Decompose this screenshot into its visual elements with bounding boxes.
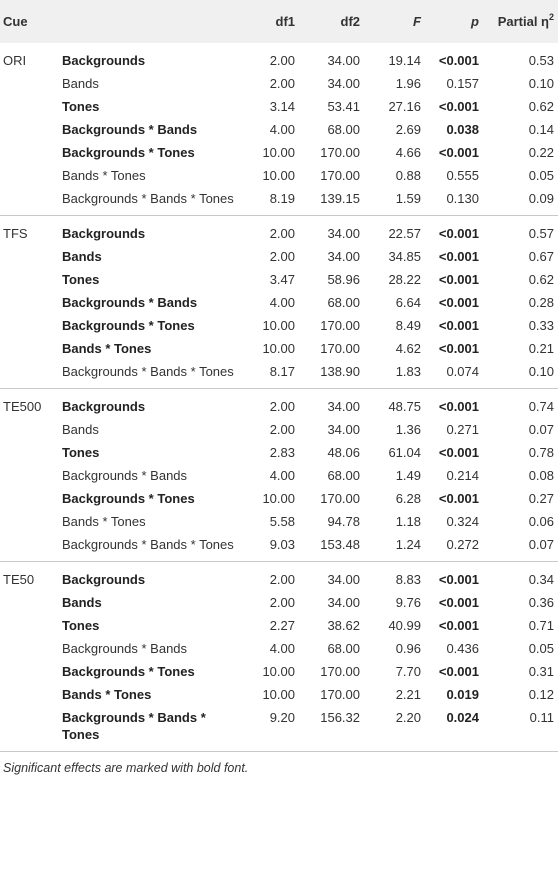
p-cell: 0.157 [446,76,479,91]
df2-cell: 170.00 [320,341,360,356]
cue-cell: TFS [0,216,62,246]
header-partial-eta-label: Partial η [497,14,549,29]
header-partial-eta [481,0,558,43]
df2-cell: 34.00 [297,389,362,419]
effect-cell: Backgrounds * Bands * Tones [62,364,234,379]
eta-cell: 0.67 [528,249,554,264]
cue-cell: ORI [3,53,27,68]
df1-cell: 4.00 [269,122,295,137]
table-row [0,637,558,660]
effect-cell: Bands * Tones [62,341,152,356]
eta-cell: 0.10 [528,76,554,91]
p-cell: 0.130 [446,191,479,206]
table-row [0,510,558,533]
df1-cell: 2.00 [234,389,297,419]
eta-cell: 0.28 [528,295,554,310]
f-cell: 2.20 [395,710,421,725]
df2-cell: 34.00 [327,422,360,437]
cue-cell [0,706,62,752]
effect-cell: Bands [62,595,102,610]
eta-cell: 0.27 [528,491,554,506]
df1-cell: 2.27 [269,618,295,633]
eta-cell: 0.07 [528,537,554,552]
effect-cell: Bands [62,249,102,264]
f-cell: 7.70 [395,664,421,679]
df1-cell: 2.83 [269,445,295,460]
p-cell: 0.019 [446,687,479,702]
f-cell: 1.36 [395,422,421,437]
effect-cell: Backgrounds * Tones [62,491,195,506]
cue-cell [0,187,62,216]
df1-cell: 3.47 [269,272,295,287]
header-row [0,0,558,43]
f-cell: 4.66 [395,145,421,160]
table-row [0,216,558,246]
df2-cell: 170.00 [320,664,360,679]
table-row [0,591,558,614]
cue-cell [0,637,62,660]
cue-cell [0,164,62,187]
effect-cell: Backgrounds * Tones [62,664,195,679]
df1-cell: 2.00 [269,422,295,437]
cue-group [0,216,558,389]
df2-cell: 34.00 [327,53,360,68]
table-row [0,660,558,683]
cue-cell [0,245,62,268]
table-row [0,360,558,389]
df1-cell: 8.19 [269,191,295,206]
p-cell: <0.001 [438,341,479,356]
table-row [0,706,558,752]
p-cell: <0.001 [438,99,479,114]
cue-group [0,389,558,562]
cue-cell [0,141,62,164]
p-cell: 0.214 [446,468,479,483]
cue-cell [0,291,62,314]
df2-cell: 34.00 [297,562,362,592]
table-row [0,141,558,164]
eta-cell: 0.22 [528,145,554,160]
effect-cell: Backgrounds * Bands [62,468,188,483]
p-cell: <0.001 [438,618,479,633]
table-footer [0,752,558,776]
df2-cell: 170.00 [320,491,360,506]
effect-cell: Bands * Tones [62,514,146,529]
table-row [0,187,558,216]
f-cell: 8.83 [362,562,423,592]
eta-cell: 0.08 [528,468,554,483]
table-row [0,245,558,268]
f-cell: 1.49 [395,468,421,483]
cue-group [0,562,558,752]
eta-cell: 0.62 [528,99,554,114]
table-row [0,389,558,419]
p-cell: 0.324 [446,514,479,529]
df1-cell: 10.00 [262,664,295,679]
table-row [0,164,558,187]
effect-cell: Tones [62,445,100,460]
effect-cell: Backgrounds [62,562,234,592]
cue-cell [0,72,62,95]
p-cell: 0.074 [446,364,479,379]
effect-cell: Bands [62,422,99,437]
df2-cell: 34.00 [327,595,360,610]
table-row [0,464,558,487]
effect-cell: Backgrounds * Bands * Tones [62,191,234,206]
df1-cell: 3.14 [269,99,295,114]
df1-cell: 10.00 [262,318,295,333]
p-cell: <0.001 [438,318,479,333]
effect-cell: Bands * Tones [62,687,152,702]
df2-cell: 58.96 [327,272,360,287]
effect-cell: Tones [62,272,100,287]
effect-cell: Bands * Tones [62,168,146,183]
df1-cell: 10.00 [262,168,295,183]
p-cell: <0.001 [438,272,479,287]
df1-cell: 2.00 [269,53,295,68]
eta-cell: 0.07 [528,422,554,437]
effect-cell: Backgrounds * Bands [62,295,198,310]
table-row [0,614,558,637]
eta-cell: 0.74 [481,389,558,419]
effect-cell: Backgrounds * Bands * Tones [62,537,234,552]
df2-cell: 48.06 [327,445,360,460]
df2-cell: 68.00 [327,122,360,137]
df1-cell: 10.00 [262,687,295,702]
df2-cell: 170.00 [320,168,360,183]
footnote-row [0,752,558,776]
p-cell: <0.001 [438,595,479,610]
df1-cell: 9.03 [269,537,295,552]
cue-cell [0,360,62,389]
p-cell: <0.001 [423,389,481,419]
effect-cell: Backgrounds * Bands * Tones [62,710,206,742]
df2-cell: 94.78 [327,514,360,529]
eta-cell: 0.33 [528,318,554,333]
cue-cell [0,510,62,533]
table-row [0,43,558,72]
table-row [0,487,558,510]
f-cell: 1.83 [395,364,421,379]
eta-cell: 0.53 [528,53,554,68]
eta-cell: 0.71 [528,618,554,633]
f-cell: 28.22 [388,272,421,287]
table-footnote: Significant effects are marked with bold font. [0,752,558,776]
eta-cell: 0.62 [528,272,554,287]
df2-cell: 153.48 [320,537,360,552]
df2-cell: 34.00 [327,249,360,264]
effect-cell: Tones [62,99,100,114]
f-cell: 19.14 [388,53,421,68]
eta-cell: 0.06 [528,514,554,529]
cue-cell [0,683,62,706]
table-header [0,0,558,43]
cue-cell [0,464,62,487]
effect-cell: Backgrounds * Tones [62,318,195,333]
f-cell: 27.16 [388,99,421,114]
effect-cell: Backgrounds [62,53,146,68]
p-cell: <0.001 [423,216,481,246]
cue-cell [0,660,62,683]
f-cell: 6.64 [395,295,421,310]
f-cell: 0.88 [395,168,421,183]
df2-cell: 38.62 [327,618,360,633]
eta-cell: 0.31 [528,664,554,679]
df1-cell: 2.00 [234,216,297,246]
p-cell: 0.024 [446,710,479,725]
header-f: F [413,14,421,29]
cue-cell [0,614,62,637]
f-cell: 1.18 [395,514,421,529]
table-row [0,95,558,118]
df2-cell: 170.00 [320,687,360,702]
p-cell: <0.001 [438,145,479,160]
f-cell: 1.24 [395,537,421,552]
p-cell: <0.001 [423,562,481,592]
p-cell: <0.001 [438,249,479,264]
df2-cell: 34.00 [297,216,362,246]
df2-cell: 68.00 [327,468,360,483]
df2-cell: 170.00 [320,145,360,160]
df2-cell: 170.00 [320,318,360,333]
df1-cell: 10.00 [262,341,295,356]
eta-cell: 0.14 [528,122,554,137]
df2-cell: 53.41 [327,99,360,114]
cue-cell [0,268,62,291]
df1-cell: 5.58 [269,514,295,529]
f-cell: 34.85 [388,249,421,264]
table-row [0,72,558,95]
cue-cell [0,314,62,337]
p-cell: 0.271 [446,422,479,437]
p-cell: 0.272 [446,537,479,552]
df1-cell: 10.00 [262,491,295,506]
table-row [0,683,558,706]
f-cell: 2.21 [395,687,421,702]
cue-cell [0,418,62,441]
p-cell: <0.001 [438,295,479,310]
cue-cell [0,337,62,360]
header-df1: df1 [275,14,295,29]
f-cell: 48.75 [362,389,423,419]
cue-group [0,43,558,216]
effect-cell: Backgrounds [62,216,234,246]
eta-cell: 0.05 [528,641,554,656]
df1-cell: 8.17 [269,364,295,379]
eta-cell: 0.21 [528,341,554,356]
eta-cell: 0.10 [528,364,554,379]
df1-cell: 4.00 [269,295,295,310]
cue-cell [0,533,62,562]
df1-cell: 10.00 [262,145,295,160]
p-cell: 0.038 [446,122,479,137]
table-row [0,562,558,592]
table-row [0,418,558,441]
p-cell: <0.001 [438,491,479,506]
df1-cell: 4.00 [269,641,295,656]
df1-cell: 2.00 [269,76,295,91]
f-cell: 6.28 [395,491,421,506]
df1-cell: 9.20 [269,710,295,725]
table-row [0,533,558,562]
f-cell: 1.96 [395,76,421,91]
effect-cell: Backgrounds [62,389,234,419]
f-cell: 40.99 [388,618,421,633]
eta-cell: 0.34 [481,562,558,592]
f-cell: 9.76 [395,595,421,610]
f-cell: 22.57 [362,216,423,246]
table-row [0,268,558,291]
cue-cell [0,487,62,510]
p-cell: 0.436 [446,641,479,656]
df2-cell: 156.32 [320,710,360,725]
f-cell: 0.96 [395,641,421,656]
table-row [0,118,558,141]
f-cell: 8.49 [395,318,421,333]
p-cell: <0.001 [438,445,479,460]
df2-cell: 68.00 [327,295,360,310]
df2-cell: 139.15 [320,191,360,206]
eta-cell: 0.36 [528,595,554,610]
df1-cell: 2.00 [269,249,295,264]
header-effect [62,0,234,43]
effect-cell: Backgrounds * Bands [62,641,188,656]
df1-cell: 4.00 [269,468,295,483]
eta-cell: 0.12 [528,687,554,702]
f-cell: 1.59 [395,191,421,206]
effect-cell: Tones [62,618,100,633]
df2-cell: 34.00 [327,76,360,91]
cue-cell [0,441,62,464]
eta-cell: 0.05 [528,168,554,183]
cue-cell [0,591,62,614]
header-partial-eta-superscript: 2 [548,12,554,22]
header-df2: df2 [340,14,360,29]
cue-cell [0,118,62,141]
effect-cell: Backgrounds * Bands [62,122,198,137]
table-row [0,291,558,314]
f-cell: 2.69 [395,122,421,137]
header-p: p [471,14,479,29]
df2-cell: 138.90 [320,364,360,379]
p-cell: <0.001 [438,53,479,68]
eta-cell: 0.57 [481,216,558,246]
p-cell: 0.555 [446,168,479,183]
cue-cell: TE500 [0,389,62,419]
table-row [0,314,558,337]
eta-cell: 0.09 [528,191,554,206]
f-cell: 61.04 [388,445,421,460]
table-row [0,441,558,464]
f-cell: 4.62 [395,341,421,356]
header-cue: Cue [3,14,28,29]
table-row [0,337,558,360]
df1-cell: 2.00 [234,562,297,592]
df2-cell: 68.00 [327,641,360,656]
df1-cell: 2.00 [269,595,295,610]
eta-cell: 0.11 [529,710,554,725]
eta-cell: 0.78 [528,445,554,460]
effect-cell: Backgrounds * Tones [62,145,195,160]
cue-cell [0,95,62,118]
p-cell: <0.001 [438,664,479,679]
effect-cell: Bands [62,76,99,91]
cue-cell: TE50 [0,562,62,592]
